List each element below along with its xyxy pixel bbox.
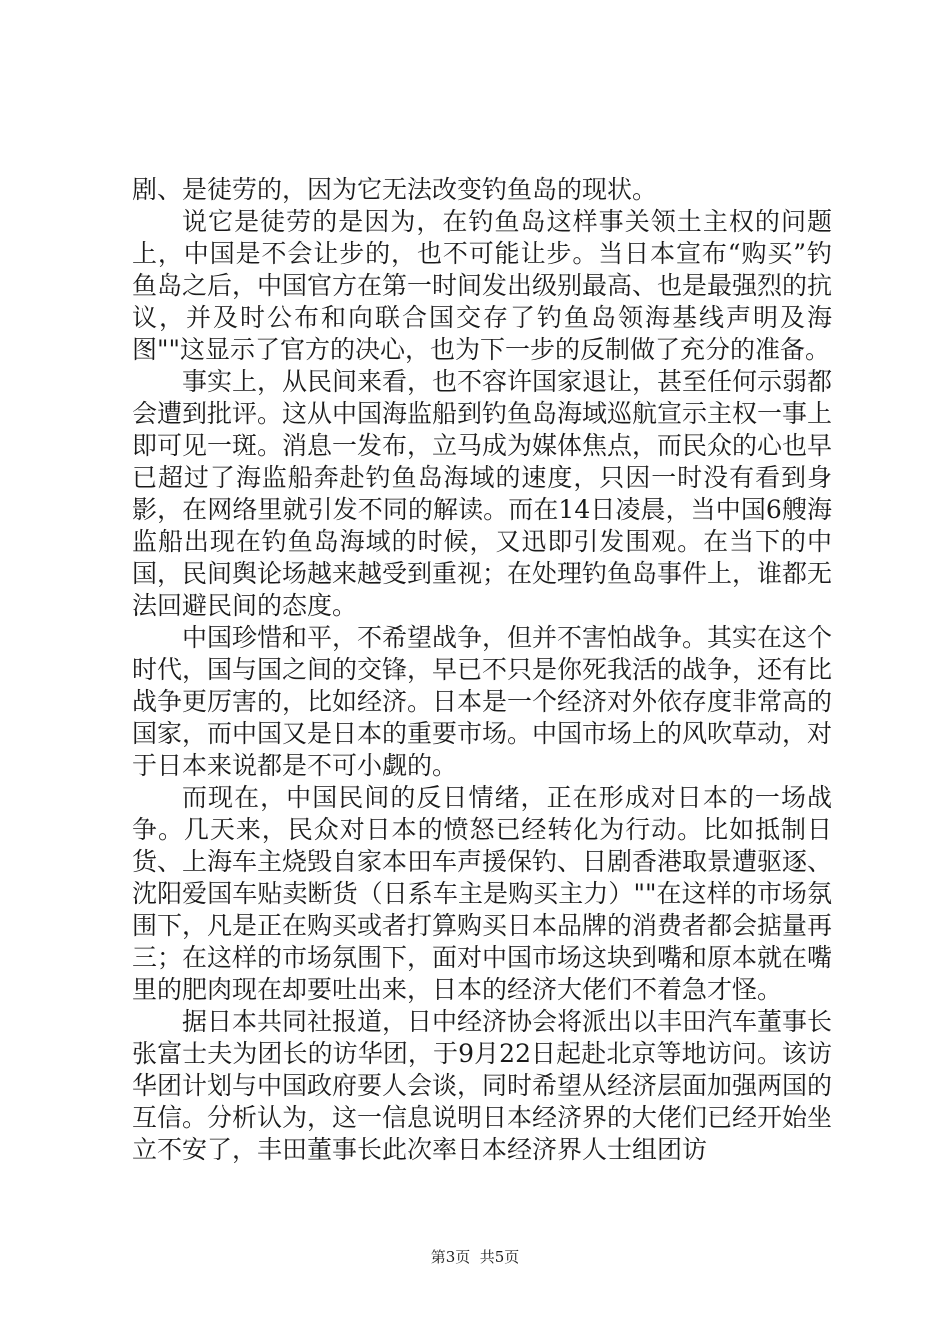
paragraph-3: 事实上，从民间来看，也不容许国家退让，甚至任何示弱都会遭到批评。这从中国海监船到钓鱼岛海域巡航宣示主权一事上即可见一斑。消息一发布，立马成为媒体焦点，而民众的心也早已超过了海监船奔赴钓鱼岛海域的速度，只因一时没有看到身影，在网络里就引发不同的解读。而在14日凌晨，当中国6艘海监船出现在钓鱼岛海域的时候，又迅即引发围观。在当下的中国，民间舆论场越来越受到重视；在处理钓鱼岛事件上，谁都无法回避民间的态度。 bbox=[132, 367, 833, 620]
paragraph-6: 据日本共同社报道，日中经济协会将派出以丰田汽车董事长张富士夫为团长的访华团，于9月22日起赴北京等地访问。该访华团计划与中国政府要人会谈，同时希望从经济层面加强两国的互信。分析认为，这一信息说明日本经济界的大佬们已经开始坐立不安了，丰田董事长此次率日本经济界人士组团访 bbox=[132, 1007, 833, 1164]
paragraph-5: 而现在，中国民间的反日情绪，正在形成对日本的一场战争。几天来，民众对日本的愤怒已经转化为行动。比如抵制日货、上海车主烧毁自家本田车声援保钓、日剧香港取景遭驱逐、沈阳爱国车贴卖断货（日系车主是购买主力）""在这样的市场氛围下，凡是正在购买或者打算购买日本品牌的消费者都会掂量再三；在这样的市场氛围下，面对中国市场这块到嘴和原本就在嘴里的肥肉现在却要吐出来，日本的经济大佬们不着急才怪。 bbox=[132, 783, 833, 1004]
page-number-footer: 第3页 共5页 bbox=[430, 1248, 520, 1266]
body-text bbox=[132, 174, 832, 1166]
paragraph-4: 中国珍惜和平，不希望战争，但并不害怕战争。其实在这个时代，国与国之间的交锋，早已不只是你死我活的战争，还有比战争更厉害的，比如经济。日本是一个经济对外依存度非常高的国家，而中国又是日本的重要市场。中国市场上的风吹草动，对于日本来说都是不可小觑的。 bbox=[132, 623, 833, 780]
paragraph-2: 说它是徒劳的是因为，在钓鱼岛这样事关领土主权的问题上，中国是不会让步的，也不可能让步。当日本宣布“购买”钓鱼岛之后，中国官方在第一时间发出级别最高、也是最强烈的抗议，并及时公布和向联合国交存了钓鱼岛领海基线声明及海图""这显示了官方的决心，也为下一步的反制做了充分的准备。 bbox=[132, 207, 833, 364]
paragraph-1: 剧、是徒劳的，因为它无法改变钓鱼岛的现状。 bbox=[132, 175, 658, 204]
